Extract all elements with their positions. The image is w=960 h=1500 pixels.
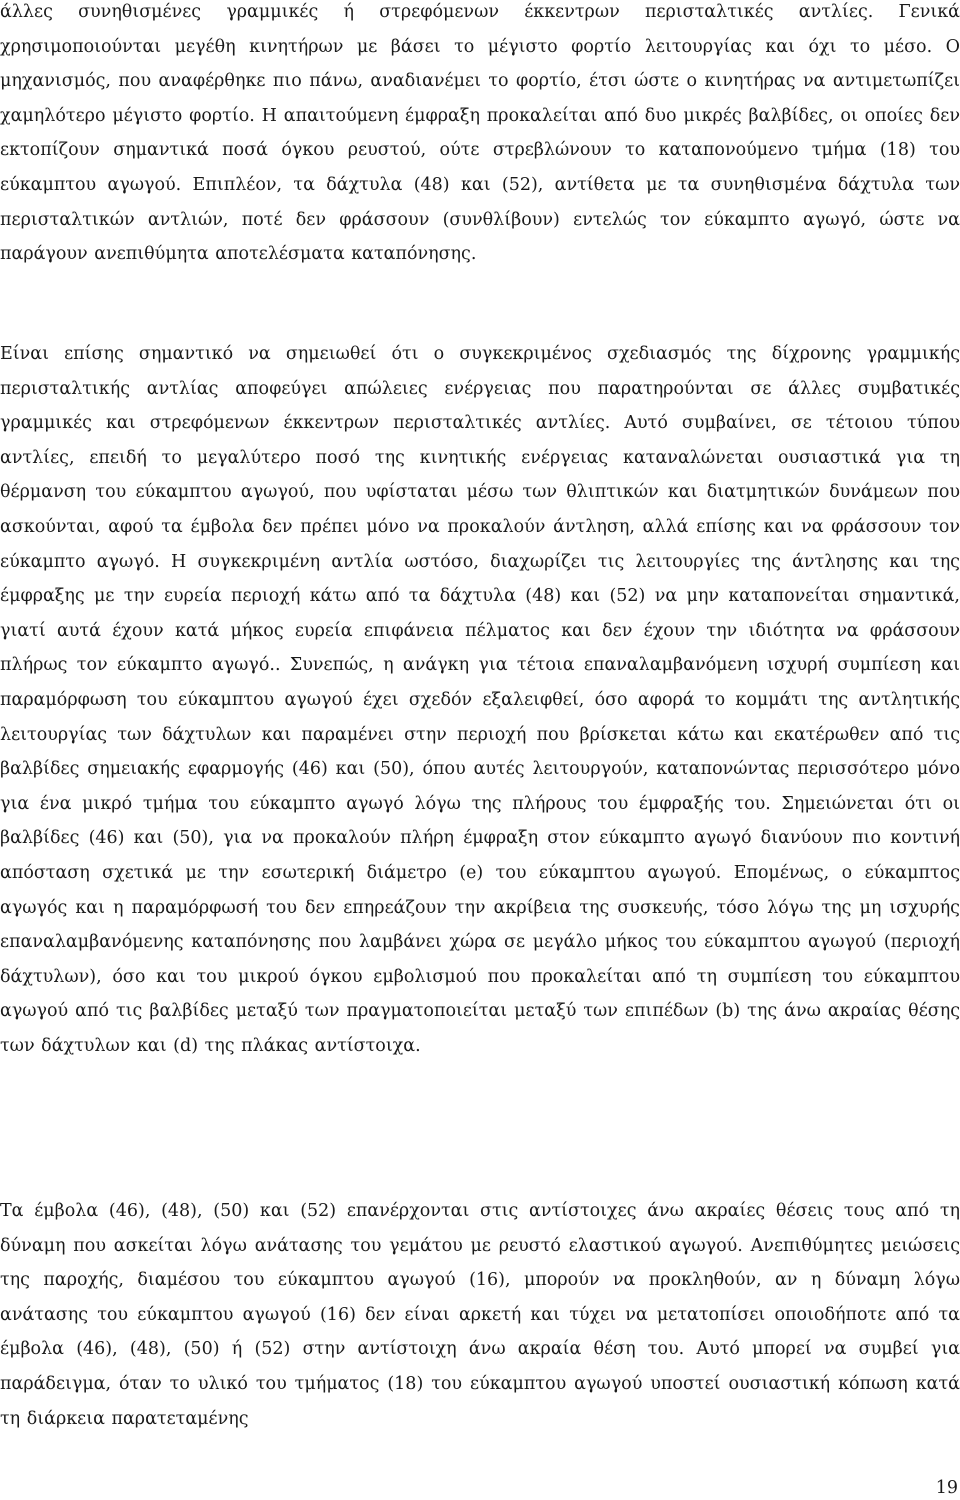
paragraph-2: Είναι επίσης σημαντικό να σημειωθεί ότι ο συγκεκριμένος σχεδιασμός της δίχρονης γραμμικής περισταλτικής αντλίας αποφεύγει απώλειες ενέργειας που παρατηρούνται σε άλλες συμβατικές γραμμικές και στρεφόμενων έκκεντρων περισταλτικές αντλίες. Αυτό συμβαίνει, σε τέτοιου τύπου αντλίες, επειδή το μεγαλύτερο ποσό της κινητικής ενέργειας καταναλώνεται ουσιαστικά για τη θέρμανση του εύκαμπτου αγωγού, που υφίσταται μέσω των θλιπτικών και διατμητικών δυνάμεων που ασκούνται, αφού τα έμβολα δεν πρέπει μόνο να προκαλούν άντληση, αλλά επίσης και να φράσσουν τον εύκαμπτο αγωγό. Η συγκεκριμένη αντλία ωστόσο, διαχωρίζει τις λειτουργίες της άντλησης και της έμφραξης με την ευρεία περιοχή κάτω από τα δάχτυλα (48) και (52) να μην καταπονείται σημαντικά, γιατί αυτά έχουν κατά μήκος ευρεία επιφάνεια πέλματος και δεν έχουν την ιδιότητα να φράσσουν πλήρως τον εύκαμπτο αγωγό.. Συνεπώς, η ανάγκη για τέτοια επαναλαμβανόμενη ισχυρή συμπίεση και παραμόρφωση του εύκαμπτου αγωγού έχει σχεδόν εξαλειφθεί, όσο αφορά το κομμάτι της αντλητικής λειτουργίας των δάχτυλων και παραμένει στην περιοχή που βρίσκεται κάτω και εκατέρωθεν από τις βαλβίδες σημειακής εφαρμογής (46) και (50), όπου αυτές λειτουργούν, καταπονώντας περισσότερο μόνο για ένα μικρό τμήμα του εύκαμπτο αγωγό λόγω της πλήρους του έμφραξής του. Σημειώνεται ότι οι βαλβίδες (46) και (50), για να προκαλούν πλήρη έμφραξη στον εύκαμπτο αγωγό διανύουν πιο κοντινή απόσταση σχετικά με την εσωτερική διάμετρο (e) του εύκαμπτου αγωγού. Επομένως, ο εύκαμπτος αγωγός και η παραμόρφωσή του δεν επηρεάζουν την ακρίβεια της συσκευής, τόσο λόγω της μη ισχυρής επαναλαμβανόμενης καταπόνησης που λαμβάνει χώρα σε μεγάλο μήκος του εύκαμπτου αγωγού (περιοχή δάχτυλων), όσο και του μικρού όγκου εμβολισμού που προκαλείται από τη συμπίεση του εύκαμπτου αγωγού από τις βαλβίδες μεταξύ των πραγματοποιείται μεταξύ των επιπέδων (b) της άνω ακραίας θέσης των δάχτυλων και (d) της πλάκας αντίστοιχα. — [0, 344, 960, 1056]
paragraph-1: άλλες συνηθισμένες γραμμικές ή στρεφόμενων έκκεντρων περισταλτικές αντλίες. Γενικά χρησιμοποιούνται μεγέθη κινητήρων με βάσει το μέγιστο φορτίο λειτουργίας και όχι το μέσο. Ο μηχανισμός, που αναφέρθηκε πιο πάνω, αναδιανέμει το φορτίο, έτσι ώστε ο κινητήρας να αντιμετωπίζει χαμηλότερο μέγιστο φορτίο. Η απαιτούμενη έμφραξη προκαλείται από δυο μικρές βαλβίδες, οι οποίες δεν εκτοπίζουν σημαντικά ποσά όγκου ρευστού, ούτε στρεβλώνουν το καταπονούμενο τμήμα (18) του εύκαμπτου αγωγού. Επιπλέον, τα δάχτυλα (48) και (52), αντίθετα με τα συνηθισμένα δάχτυλα των περισταλτικών αντλιών, ποτέ δεν φράσσουν (συνθλίβουν) εντελώς τον εύκαμπτο αγωγό, ώστε να παράγουν ανεπιθύμητα αποτελέσματα καταπόνησης. — [0, 2, 960, 265]
page-number: 19 — [935, 1478, 958, 1498]
paragraph-3: Τα έμβολα (46), (48), (50) και (52) επανέρχονται στις αντίστοιχες άνω ακραίες θέσεις τους από τη δύναμη που ασκείται λόγω ανάτασης του γεμάτου με ρευστό ελαστικού αγωγού. Ανεπιθύμητες μειώσεις της παροχής, διαμέσου του εύκαμπτου αγωγού (16), μπορούν να προκληθούν, αν η δύναμη λόγω ανάτασης του εύκαμπτου αγωγού (16) δεν είναι αρκετή και τύχει να μετατοπίσει οποιοδήποτε από τα έμβολα (46), (48), (50) ή (52) στην αντίστοιχη άνω ακραία θέση του. Αυτό μπορεί να συμβεί για παράδειγμα, όταν το υλικό του τμήματος (18) του εύκαμπτου αγωγού υποστεί ουσιαστική κόπωση κατά τη διάρκεια παρατεταμένης — [0, 1201, 960, 1429]
